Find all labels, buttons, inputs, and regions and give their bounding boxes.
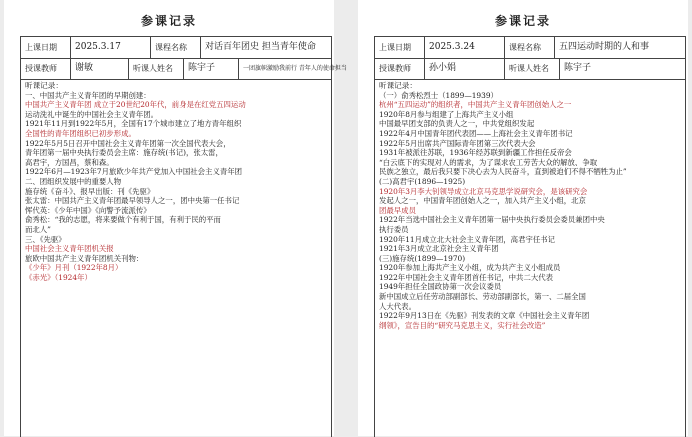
note-line: 张太雷：中国共产主义青年团最早领导人之一，团中央第一任书记 [25, 196, 240, 206]
form-row-1 [375, 37, 685, 59]
note-line: 新中国成立后任劳动部副部长、劳动部副部长，第一、二届全国 [379, 292, 586, 302]
note-line: 二、团组织发展中的重要人物 [25, 176, 122, 186]
note-line: 1922年当选中国社会主义青年团第一届中央执行委员会委员兼团中央 [379, 215, 605, 225]
note-line: 1922年中国社会主义青年团首任书记，中共二大代表 [379, 272, 554, 282]
note-line: 人大代表。 [379, 301, 416, 311]
note-line: 一、中国共产主义青年团的早期创建： [25, 90, 151, 100]
notes-page-1 [4, 0, 347, 436]
teacher-label: 授课教师 [375, 58, 425, 79]
note-line: “白云底下的实现对人的需求，为了谋求农工劳苦大众的解放、争取 [379, 157, 598, 167]
note-line: 执行委员 [379, 224, 409, 234]
note-line: (二)高君宇(1896—1925) [379, 176, 466, 186]
page-title: 参课记录 [494, 14, 551, 28]
listener-label: 听课人姓名 [129, 58, 184, 79]
note-line: 杭州“五四运动”的组织者，中国共产主义青年团创始人之一 [379, 100, 572, 110]
note-line: 1922年5月5日召开中国社会主义青年团第一次全国代表大会， [25, 138, 231, 148]
notes-body [379, 81, 683, 437]
note-line: 三、《先驱》 [25, 234, 66, 244]
note-line: 施存统《奋斗》、报早出版：刊《先驱》 [25, 186, 155, 196]
note-line: 中国社会主义青年团机关报 [25, 244, 114, 254]
note-line: 1920年8月参与组建了上海共产主义小组 [379, 109, 514, 119]
note-line: 1922年4月中国青年团代表团——上海社会主义青年团书记 [379, 128, 573, 138]
note-line: 1922年5月出席共产国际青年团第三次代表大会 [379, 138, 536, 148]
note-line: 而北人” [25, 224, 51, 234]
note-line: 《赤光》（1924年） [25, 272, 92, 282]
date-value: 2025.3.17 [71, 37, 151, 58]
note-line: 《少年》月刊（1922年8月） [25, 263, 123, 273]
course-value: 五四运动时期的人和事 [559, 42, 650, 52]
note-line: 旅欧中国共产主义青年团机关刊物： [25, 253, 144, 263]
note-line: 青年团第一届中央执行委员会主席：施存统(书记)，张太雷， [25, 148, 223, 158]
notes-page-2 [358, 0, 688, 436]
note-line: 高君宇，方国昌，蔡和森。 [25, 157, 114, 167]
note-line: 1920年11月成立北大社会主义青年团，高君宇任书记 [379, 234, 556, 244]
note-line: 发起人之一，中国青年团创始人之一，加入共产主义小组，北京 [379, 196, 586, 206]
note-line: 运动洗礼中诞生的中国社会主义青年团。 [25, 109, 159, 119]
note-line: （一）俞秀松烈士（1899—1939） [379, 90, 498, 100]
listener-value: 陈宇子 [184, 58, 239, 79]
note-line: 恽代英：《少年中国》《向警予流派传》 [25, 205, 151, 215]
date-value: 2025.3.24 [425, 37, 505, 58]
record-form [374, 36, 686, 437]
note-line: 1922年9月13日在《先驱》刊发表的文章《中国社会主义青年团 [379, 311, 590, 321]
note-line: 俞秀松：“我的志愿，将来要做个有利于国，有利于民的平而 [25, 215, 221, 225]
course-value: 对话百年团史 担当青年使命 [205, 42, 316, 52]
note-line: 1922年6月—1923年7月旅欧少年共产党加入中国社会主义青年团 [25, 167, 243, 177]
note-line: 中国共产主义青年团 成立于20世纪20年代，前身是在红党五四运动 [25, 100, 246, 110]
note-line: 1921年3月成立北京社会主义青年团 [379, 244, 499, 254]
note-line: 1949年担任全国政协第一次会议委员 [379, 282, 502, 292]
course-label: 课程名称 [151, 37, 201, 58]
note-line: 团最早成员 [379, 205, 416, 215]
notes-header: 听课记录： [379, 81, 417, 90]
note-line: 1931年被派往苏联，1936年经苏联到新疆工作担任反帝会 [379, 148, 572, 158]
note-line: 纲领》，宣告目的“研究马克思主义，实行社会改造” [379, 320, 546, 330]
form-row-2 [375, 58, 685, 80]
page-title: 参课记录 [140, 14, 197, 28]
listener-label: 听课人姓名 [505, 58, 560, 79]
date-label: 上课日期 [21, 37, 71, 58]
course-note: 一团旗帜激励我前行 青年人的使命担当 [243, 65, 347, 72]
record-form [20, 36, 347, 437]
notes-body [25, 81, 329, 437]
teacher-label: 授课教师 [21, 58, 71, 79]
teacher-value: 谢敏 [71, 58, 129, 79]
date-label: 上课日期 [375, 37, 425, 58]
listener-value: 陈宇子 [564, 63, 592, 73]
form-row-2 [21, 58, 347, 80]
note-line: 全国性的青年团组织已初步形成。 [25, 128, 136, 138]
course-label: 课程名称 [505, 37, 555, 58]
note-line: 民族之独立，最后我只要下决心去为人民奋斗，直到被迫们不得不牺牲为止” [379, 167, 627, 177]
notes-header: 听课记录： [25, 81, 63, 90]
note-line: 1921年11月到1922年5月，全国有17个城市建立了地方青年组织 [25, 119, 242, 129]
note-line: 1920年参加上海共产主义小组，成为共产主义小组成员 [379, 263, 561, 273]
teacher-value: 孙小娟 [425, 58, 505, 79]
note-line: (三)施存统(1899—1970) [379, 253, 466, 263]
form-row-1 [21, 37, 331, 59]
note-line: 1920年3月李大钊领导成立北京马克思学说研究会，是该研究会 [379, 186, 588, 196]
note-line: 中国最早团支部的负责人之一，中共党组织发起 [379, 119, 535, 129]
